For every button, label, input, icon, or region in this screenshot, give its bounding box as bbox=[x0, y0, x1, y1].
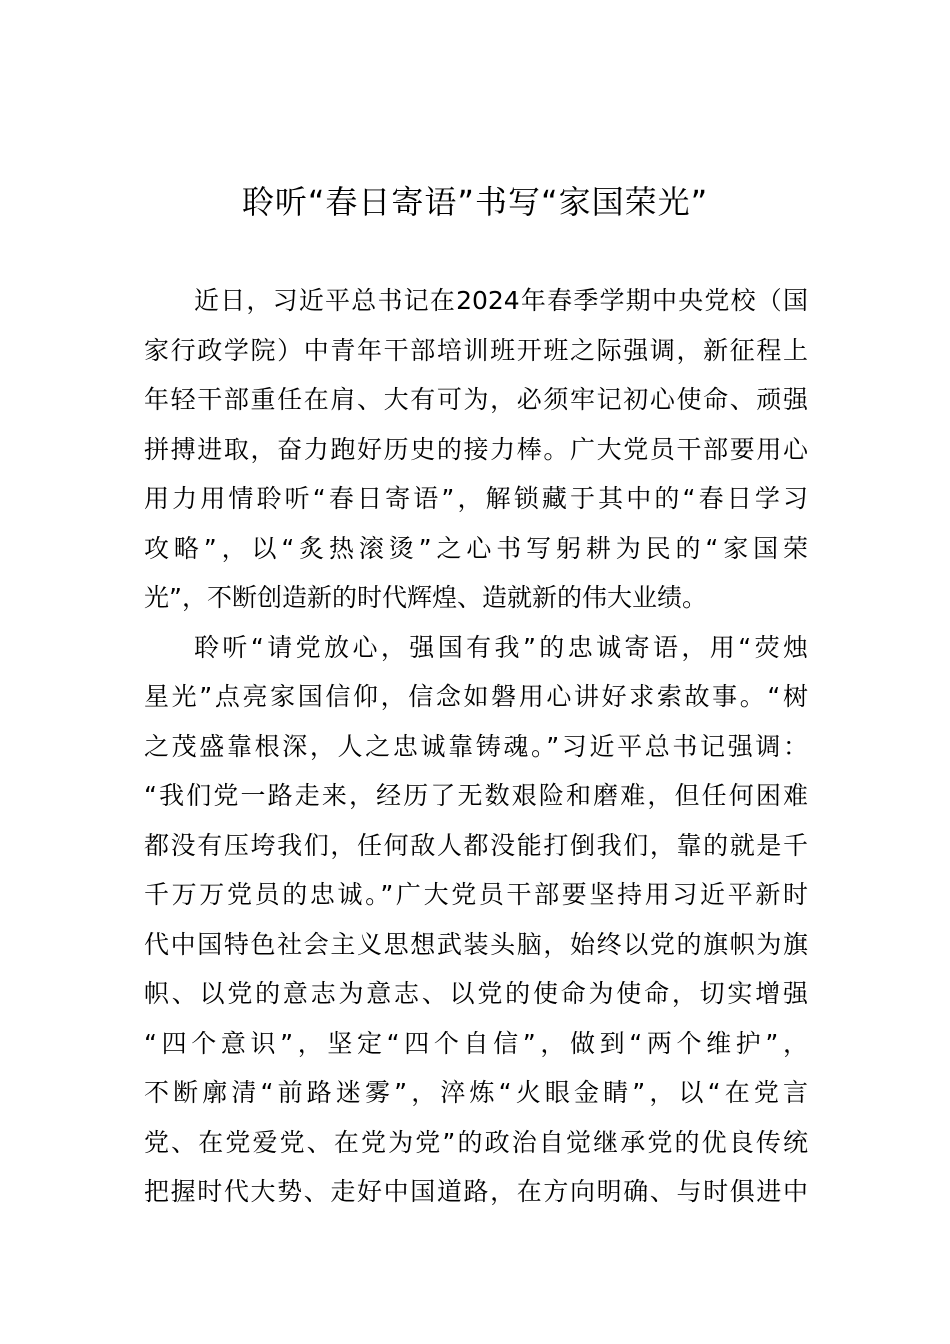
paragraph-2-line-3: 之茂盛靠根深，人之忠诚靠铸魂。”习近平总书记强调： bbox=[144, 731, 808, 761]
document-title: 聆听“春日寄语”书写“家国荣光” bbox=[241, 183, 709, 221]
paragraph-2-line-1: 聆听“请党放心，强国有我”的忠诚寄语，用“荧烛 bbox=[194, 632, 808, 662]
paragraph-1-line-2: 家行政学院）中青年干部培训班开班之际强调，新征程上 bbox=[144, 335, 808, 365]
paragraph-2-line-9: “四个意识”，坚定“四个自信”，做到“两个维护”， bbox=[144, 1028, 808, 1058]
document-body bbox=[144, 276, 808, 1217]
paragraph-2-line-7: 代中国特色社会主义思想武装头脑，始终以党的旗帜为旗 bbox=[144, 929, 808, 959]
paragraph-1-line-4: 拼搏进取，奋力跑好历史的接力棒。广大党员干部要用心 bbox=[144, 434, 808, 464]
paragraph-2-line-10: 不断廓清“前路迷雾”，淬炼“火眼金睛”，以“在党言 bbox=[144, 1078, 808, 1107]
paragraph-2-line-2: 星光”点亮家国信仰，信念如磐用心讲好求索故事。“树 bbox=[144, 682, 808, 711]
paragraph-1-line-5: 用力用情聆听“春日寄语”，解锁藏于其中的“春日学习 bbox=[144, 484, 808, 513]
paragraph-2-line-8: 帜、以党的意志为意志、以党的使命为使命，切实增强 bbox=[144, 979, 808, 1008]
paragraph-1-line-6: 攻略”，以“炙热滚烫”之心书写躬耕为民的“家国荣 bbox=[144, 533, 808, 563]
paragraph-2-line-11: 党、在党爱党、在党为党”的政治自觉继承党的优良传统 bbox=[144, 1127, 808, 1157]
paragraph-2-line-6: 千万万党员的忠诚。”广大党员干部要坚持用习近平新时 bbox=[144, 880, 808, 909]
paragraph-1-line-3: 年轻干部重任在肩、大有可为，必须牢记初心使命、顽强 bbox=[144, 385, 808, 414]
paragraph-1-line-1: 近日，习近平总书记在2024年春季学期中央党校（国 bbox=[194, 286, 808, 315]
paragraph-1-line-7: 光”，不断创造新的时代辉煌、造就新的伟大业绩。 bbox=[144, 583, 707, 612]
paragraph-2-line-4: “我们党一路走来，经历了无数艰险和磨难，但任何困难 bbox=[144, 781, 808, 810]
paragraph-2-line-12: 把握时代大势、走好中国道路，在方向明确、与时俱进中 bbox=[144, 1177, 808, 1206]
paragraph-2-line-5: 都没有压垮我们，任何敌人都没能打倒我们，靠的就是千 bbox=[144, 830, 808, 860]
